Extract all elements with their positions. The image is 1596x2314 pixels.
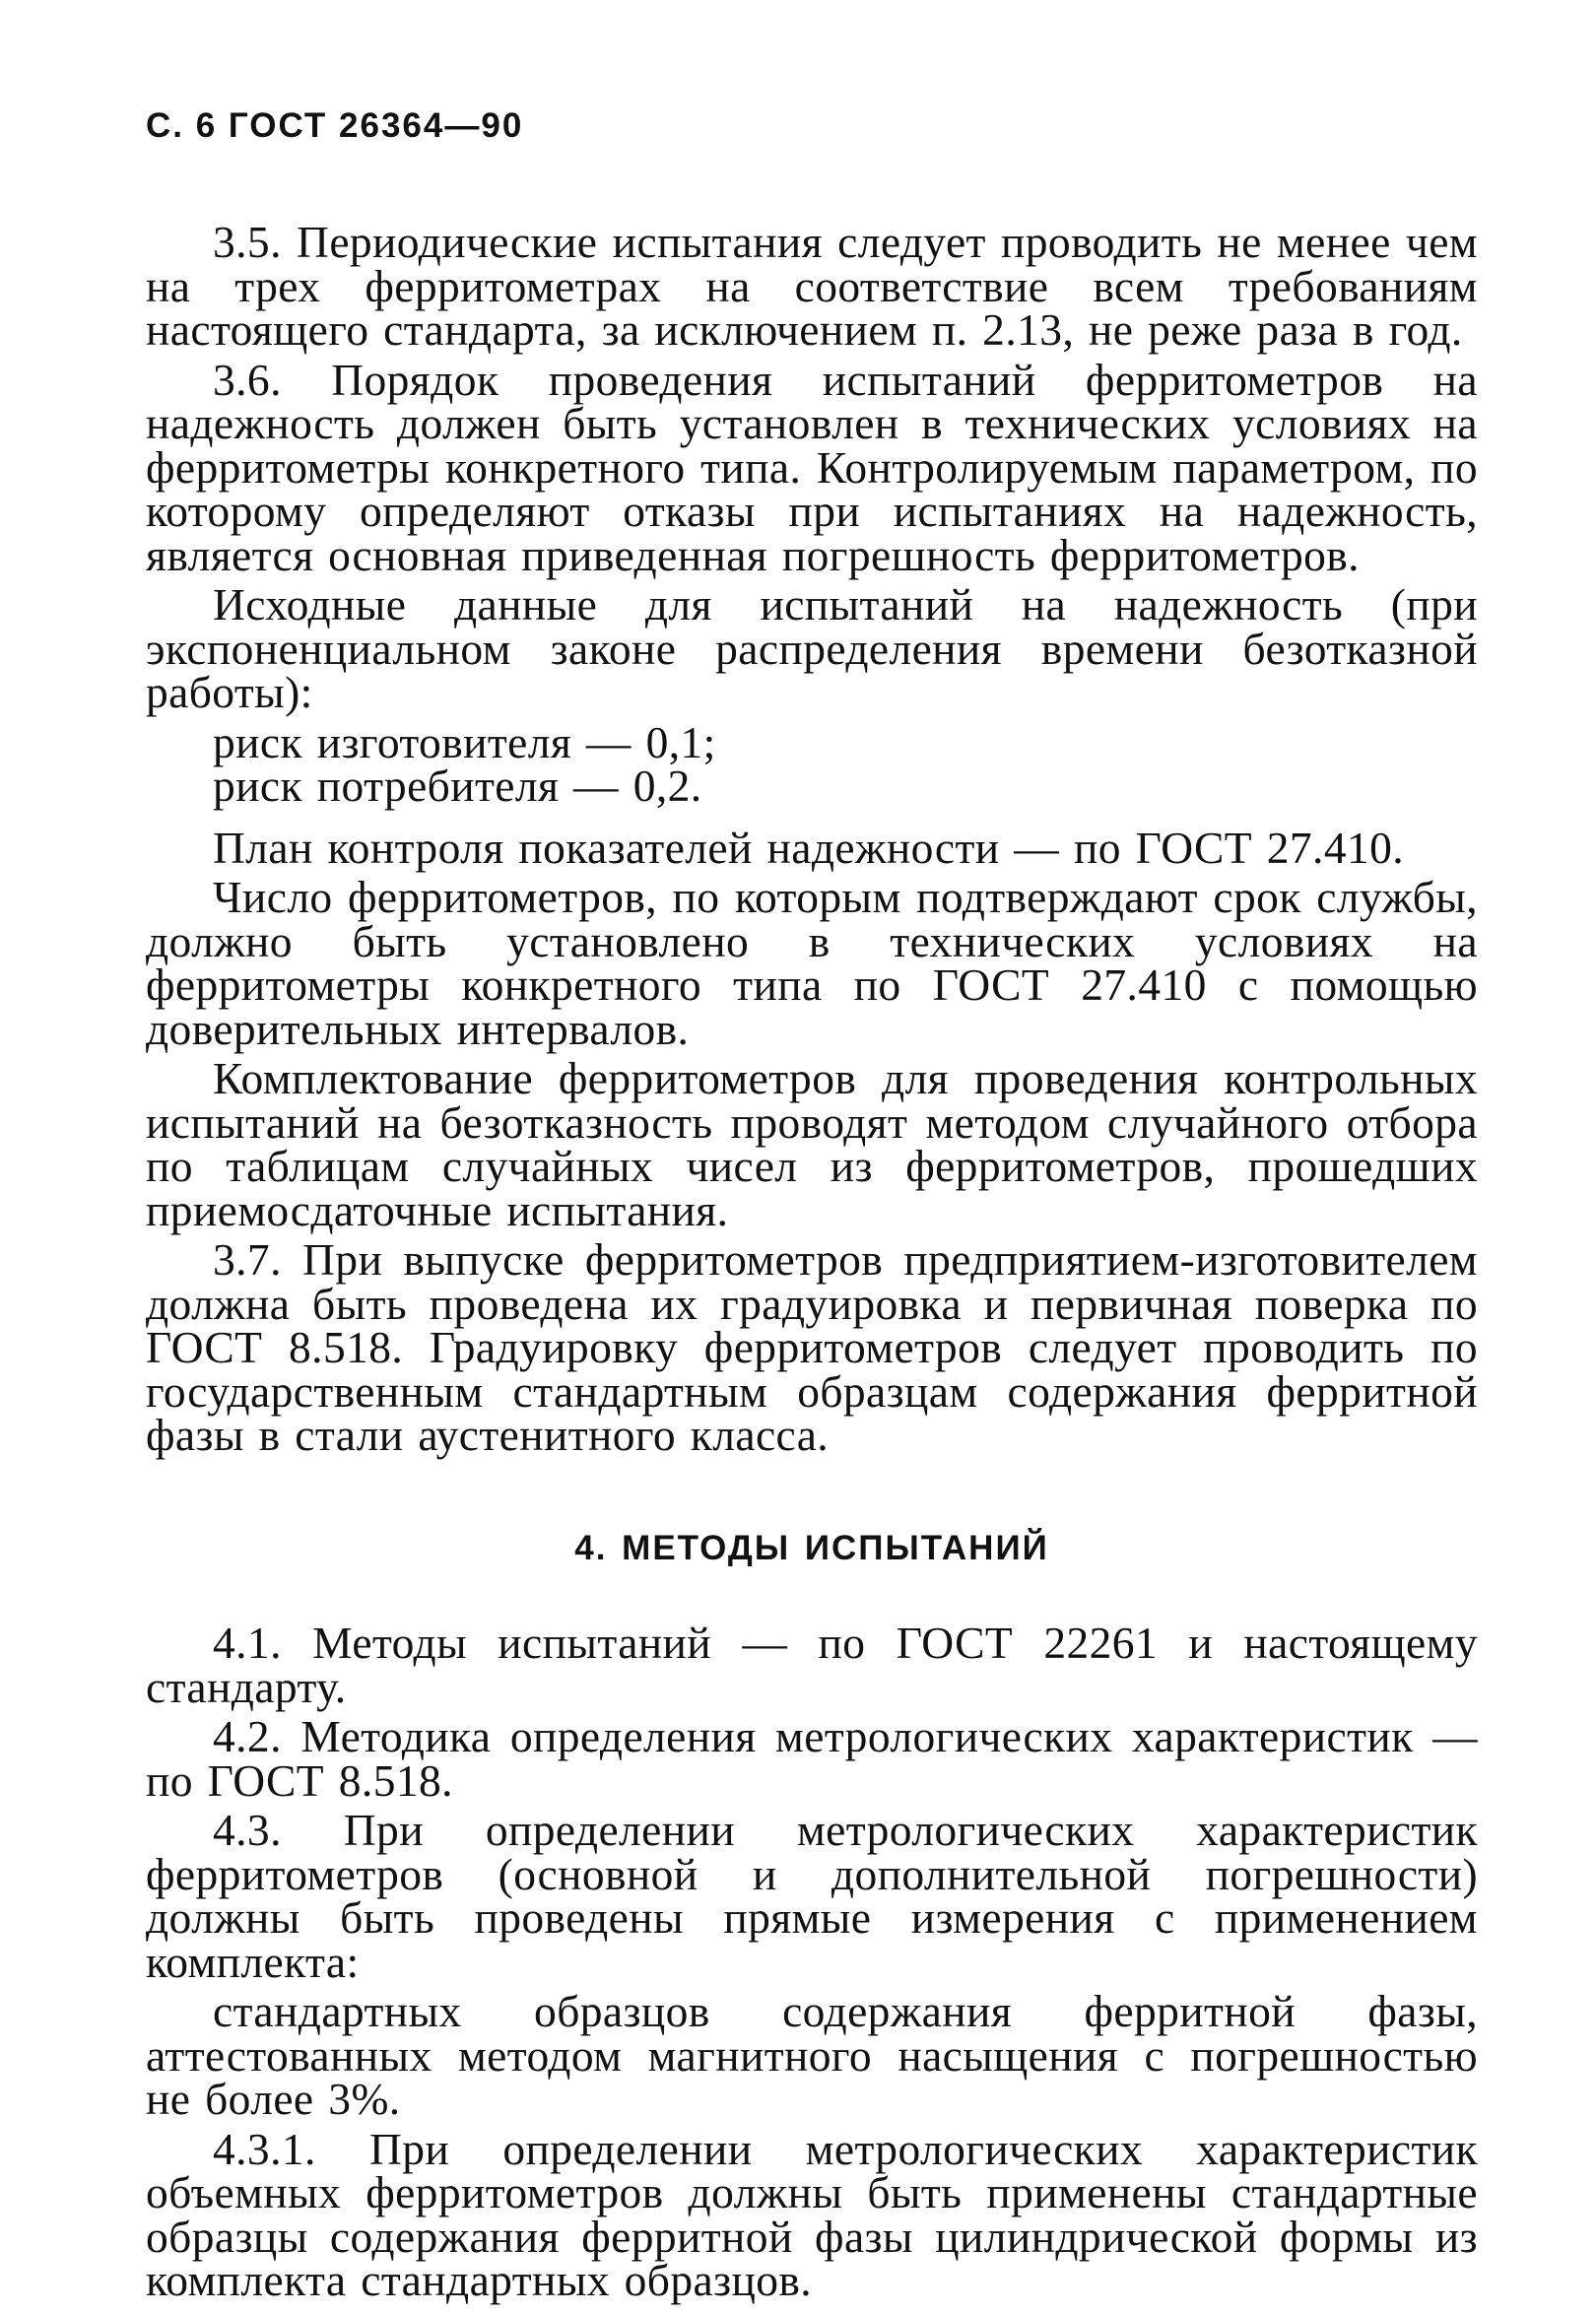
risk-manufacturer: риск изготовителя — 0,1;	[213, 716, 716, 767]
page-header: С. 6 ГОСТ 26364—90	[146, 106, 524, 145]
paragraph-3-6: 3.6. Порядок проведения испытаний ферритометров на надежность должен быть установлен в технических условиях на ферритометры конкретного типа. Контролируемым параметром, по которому определяют отказы при испытаниях на надежность, является основная приведенная погрешность ферритометров.	[146, 354, 1478, 580]
paragraph-4-3: 4.3. При определении метрологических характеристик ферритометров (основной и дополнительной погрешности) должны быть проведены прямые измерения с применением комплекта:	[146, 1805, 1478, 1987]
paragraph-4-3-1: 4.3.1. При определении метрологических характеристик объемных ферритометров должны быть применены стандартные образцы содержания ферритной фазы цилиндрической формы из комплекта стандартных образцов.	[146, 2123, 1478, 2305]
document-body	[146, 217, 1478, 2305]
paragraph-reliability-input: Исходные данные для испытаний на надежность (при экспоненциальном законе распределения времени безотказной работы):	[146, 579, 1478, 717]
paragraph-control-plan: План контроля показателей надежности — по ГОСТ 27.410.	[213, 822, 1405, 873]
paragraph-3-7: 3.7. При выпуске ферритометров предприятием-изготовителем должна быть проведена их градуировка и первичная поверка по ГОСТ 8.518. Градуировку ферритометров следует проводить по государственным стандартным образцам содержания ферритной фазы в стали аустенитного класса.	[146, 1234, 1478, 1460]
paragraph-service-life: Число ферритометров, по которым подтверждают срок службы, должно быть установлено в технических условиях на ферритометры конкретного типа по ГОСТ 27.410 с помощью доверительных интервалов.	[146, 872, 1478, 1054]
risk-consumer: риск потребителя — 0,2.	[213, 760, 702, 811]
paragraph-4-1: 4.1. Методы испытаний — по ГОСТ 22261 и настоящему стандарту.	[146, 1618, 1478, 1712]
section-4-title: 4. МЕТОДЫ ИСПЫТАНИЙ	[574, 1528, 1049, 1567]
paragraph-3-5: 3.5. Периодические испытания следует проводить не менее чем на трех ферритометрах на соответствие всем требованиям настоящего стандарта, за исключением п. 2.13, не реже раза в год.	[146, 217, 1478, 355]
paragraph-4-3-samples: стандартных образцов содержания ферритной фазы, аттестованных методом магнитного насыщения с погрешностью не более 3%.	[146, 1986, 1478, 2124]
risk-list	[213, 716, 1478, 811]
paragraph-sampling: Комплектование ферритометров для проведения контрольных испытаний на безотказность проводят методом случайного отбора по таблицам случайных чисел из ферритометров, прошедших приемосдаточные испытания.	[146, 1053, 1478, 1235]
paragraph-4-2: 4.2. Методика определения метрологических характеристик — по ГОСТ 8.518.	[146, 1711, 1478, 1806]
